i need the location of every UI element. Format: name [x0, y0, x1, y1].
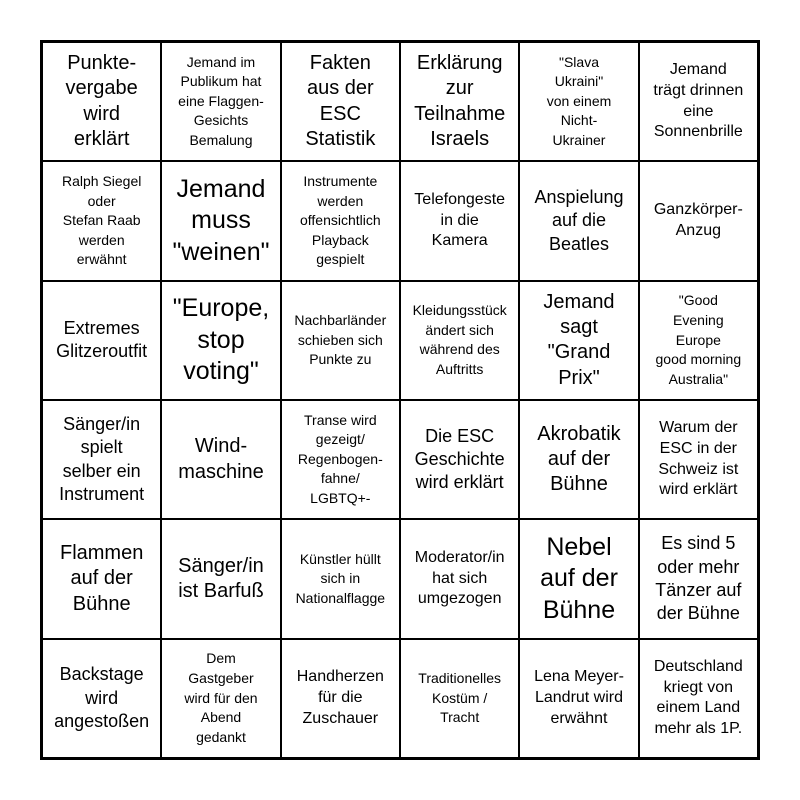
- bingo-cell[interactable]: Anspielung auf die Beatles: [519, 161, 638, 280]
- bingo-cell[interactable]: Nebel auf der Bühne: [519, 519, 638, 638]
- bingo-cell[interactable]: Erklärung zur Teilnahme Israels: [400, 42, 519, 161]
- bingo-cell[interactable]: Wind- maschine: [161, 400, 280, 519]
- bingo-cell[interactable]: Jemand muss "weinen": [161, 161, 280, 280]
- bingo-cell[interactable]: Instrumente werden offensichtlich Playback gespielt: [281, 161, 400, 280]
- bingo-cell[interactable]: Warum der ESC in der Schweiz ist wird erklärt: [639, 400, 758, 519]
- bingo-cell[interactable]: Lena Meyer- Landrut wird erwähnt: [519, 639, 638, 758]
- bingo-cell[interactable]: Sänger/in ist Barfuß: [161, 519, 280, 638]
- bingo-cell[interactable]: Jemand sagt "Grand Prix": [519, 281, 638, 400]
- bingo-cell[interactable]: Fakten aus der ESC Statistik: [281, 42, 400, 161]
- bingo-cell[interactable]: "Europe, stop voting": [161, 281, 280, 400]
- bingo-cell[interactable]: Akrobatik auf der Bühne: [519, 400, 638, 519]
- bingo-cell[interactable]: Sänger/in spielt selber ein Instrument: [42, 400, 161, 519]
- bingo-cell[interactable]: Ralph Siegel oder Stefan Raab werden erwähnt: [42, 161, 161, 280]
- bingo-cell[interactable]: Transe wird gezeigt/ Regenbogen- fahne/ LGBTQ+-: [281, 400, 400, 519]
- bingo-cell[interactable]: Nachbarländer schieben sich Punkte zu: [281, 281, 400, 400]
- bingo-cell[interactable]: Extremes Glitzeroutfit: [42, 281, 161, 400]
- bingo-board: [40, 40, 760, 760]
- bingo-cell[interactable]: "Good Evening Europe good morning Australia": [639, 281, 758, 400]
- bingo-cell[interactable]: Die ESC Geschichte wird erklärt: [400, 400, 519, 519]
- bingo-cell[interactable]: Traditionelles Kostüm / Tracht: [400, 639, 519, 758]
- bingo-cell[interactable]: Deutschland kriegt von einem Land mehr als 1P.: [639, 639, 758, 758]
- bingo-cell[interactable]: Backstage wird angestoßen: [42, 639, 161, 758]
- bingo-cell[interactable]: Es sind 5 oder mehr Tänzer auf der Bühne: [639, 519, 758, 638]
- bingo-cell[interactable]: Punkte- vergabe wird erklärt: [42, 42, 161, 161]
- bingo-cell[interactable]: Telefongeste in die Kamera: [400, 161, 519, 280]
- bingo-cell[interactable]: "Slava Ukraini" von einem Nicht- Ukrainer: [519, 42, 638, 161]
- bingo-cell[interactable]: Jemand im Publikum hat eine Flaggen- Gesichts Bemalung: [161, 42, 280, 161]
- bingo-cell[interactable]: Ganzkörper- Anzug: [639, 161, 758, 280]
- bingo-cell[interactable]: Moderator/in hat sich umgezogen: [400, 519, 519, 638]
- bingo-cell[interactable]: Flammen auf der Bühne: [42, 519, 161, 638]
- bingo-cell[interactable]: Jemand trägt drinnen eine Sonnenbrille: [639, 42, 758, 161]
- bingo-cell[interactable]: Künstler hüllt sich in Nationalflagge: [281, 519, 400, 638]
- bingo-cell[interactable]: Kleidungsstück ändert sich während des Auftritts: [400, 281, 519, 400]
- bingo-cell[interactable]: Dem Gastgeber wird für den Abend gedankt: [161, 639, 280, 758]
- bingo-cell[interactable]: Handherzen für die Zuschauer: [281, 639, 400, 758]
